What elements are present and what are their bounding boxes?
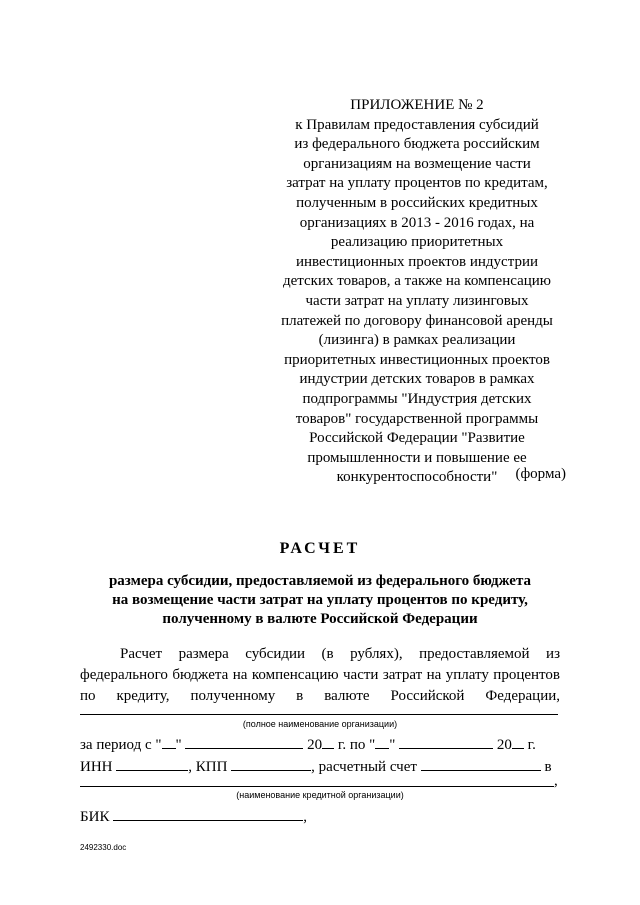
appendix-line: подпрограммы "Индустрия детских — [302, 390, 532, 407]
document-title: РАСЧЕТ — [279, 540, 361, 557]
period-quote: " — [175, 737, 182, 753]
bik-end: , — [303, 809, 307, 825]
period-year-prefix: 20 — [496, 737, 512, 753]
appendix-line: Российской Федерации "Развитие — [309, 430, 525, 447]
period-start-day-field[interactable] — [162, 734, 176, 749]
in-label: в — [544, 759, 552, 775]
kpp-label: , КПП — [188, 759, 228, 775]
appendix-line: к Правилам предоставления субсидий — [295, 116, 539, 133]
period-start-month-field[interactable] — [185, 734, 303, 749]
period-suffix: г. — [527, 737, 536, 753]
document-subtitle — [80, 572, 560, 629]
subtitle-line: полученному в валюте Российской Федерации — [162, 611, 478, 627]
file-name-footer: 2492330.doc — [80, 843, 127, 852]
appendix-line: товаров" государственной программы — [295, 410, 539, 427]
bik-field[interactable] — [113, 806, 303, 821]
appendix-line: приоритетных инвестиционных проектов — [284, 351, 550, 368]
appendix-line: индустрии детских товаров в рамках — [299, 371, 535, 388]
appendix-line: затрат на уплату процентов по кредитам, — [286, 175, 548, 192]
bank-name-field[interactable] — [80, 786, 554, 787]
period-prefix: за период с " — [80, 737, 162, 753]
appendix-line: платежей по договору финансовой аренды — [281, 312, 553, 329]
period-start-year-field[interactable] — [322, 734, 334, 749]
org-name-caption: (полное наименование организации) — [242, 719, 398, 729]
subtitle-line: на возмещение части затрат на уплату процентов по кредиту, — [112, 592, 528, 608]
bank-name-caption: (наименование кредитной организации) — [236, 790, 404, 800]
period-end-year-field[interactable] — [512, 734, 524, 749]
appendix-line: (лизинга) в рамках реализации — [318, 332, 516, 349]
period-end-day-field[interactable] — [375, 734, 389, 749]
appendix-line: организациям на возмещение части — [303, 155, 531, 172]
bik-label: БИК — [80, 809, 110, 825]
appendix-line: промышленности и повышение ее — [307, 449, 527, 466]
period-mid: г. по " — [337, 737, 376, 753]
form-label: (форма) — [515, 466, 566, 482]
bik-line — [80, 806, 560, 826]
account-field[interactable] — [421, 756, 541, 771]
period-end-month-field[interactable] — [399, 734, 493, 749]
appendix-line: части затрат на уплату лизинговых — [305, 292, 529, 309]
inn-label: ИНН — [80, 759, 113, 775]
appendix-line: конкурентоспособности" — [336, 469, 498, 486]
inn-field[interactable] — [116, 756, 188, 771]
intro-paragraph — [80, 644, 560, 707]
appendix-line: детских товаров, а также на компенсацию — [282, 273, 552, 290]
period-year-prefix: 20 — [307, 737, 323, 753]
ids-line — [80, 756, 560, 776]
appendix-line: организациях в 2013 - 2016 годах, на — [299, 214, 535, 231]
period-quote: " — [389, 737, 396, 753]
paragraph-line: федерального бюджета на компенсацию части затрат на уплату процентов — [80, 667, 560, 683]
appendix-line: из федерального бюджета российским — [294, 136, 540, 153]
appendix-line: реализацию приоритетных — [330, 234, 504, 251]
appendix-heading: ПРИЛОЖЕНИЕ № 2 — [350, 97, 484, 113]
appendix-block — [272, 96, 562, 488]
paragraph-line: по кредиту, полученному в валюте Российской Федерации, — [80, 688, 560, 704]
kpp-field[interactable] — [231, 756, 311, 771]
account-label: , расчетный счет — [311, 759, 417, 775]
appendix-line: инвестиционных проектов индустрии — [295, 253, 539, 270]
subtitle-line: размера субсидии, предоставляемой из федерального бюджета — [108, 573, 532, 589]
period-line — [80, 734, 560, 754]
org-name-field[interactable] — [80, 714, 558, 715]
paragraph-line: Расчет размера субсидии (в рублях), предоставляемой из — [120, 646, 560, 662]
bank-comma: , — [554, 773, 558, 789]
appendix-line: полученным в российских кредитных — [296, 194, 538, 211]
